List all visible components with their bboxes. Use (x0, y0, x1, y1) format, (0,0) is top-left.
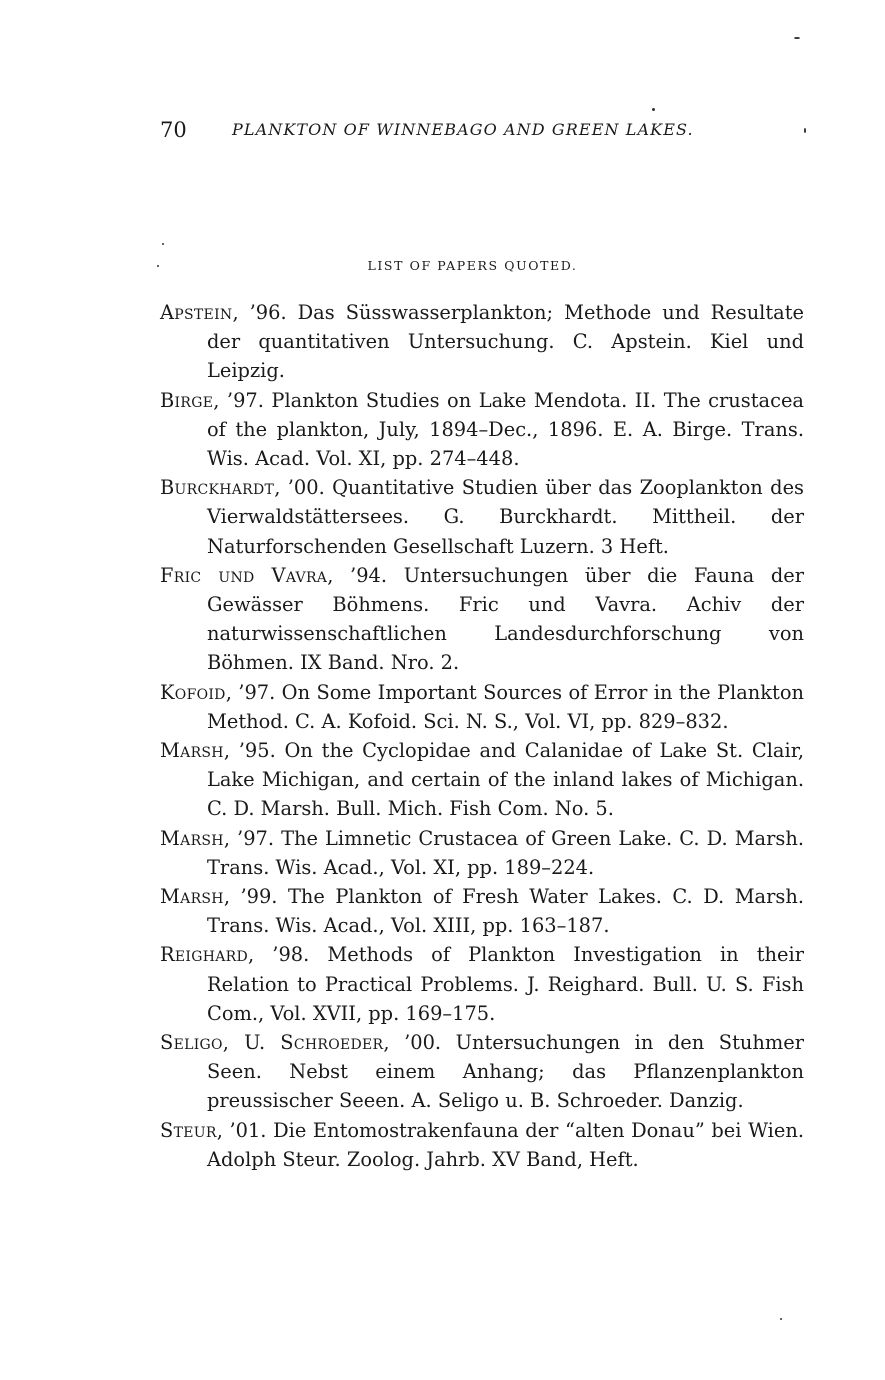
reference-entry (160, 473, 804, 561)
reference-entry (160, 736, 804, 824)
page-header (160, 118, 810, 148)
scan-speck (794, 37, 800, 39)
reference-text: , ’97. Plankton Studies on Lake Mendota. II. The crustacea of the plankton, July, 1894–Dec., 1896. E. A. Birge. Trans. Wis. Acad. Vol. XI, pp. 274–448. (207, 388, 804, 471)
reference-text: , ’97. The Limnetic Crustacea of Green Lake. C. D. Marsh. Trans. Wis. Acad., Vol. XI, pp. 189–224. (207, 826, 804, 879)
reference-text: , ’00. Untersuchungen in den Stuhmer Seen. Nebst einem Anhang; das Pflanzenplankton preussischer Seeen. A. Seligo u. B. Schroeder. Danzig. (207, 1031, 804, 1113)
reference-author: Apstein (160, 301, 233, 324)
reference-author: Steur (160, 1118, 217, 1142)
reference-author: Marsh (160, 739, 224, 763)
section-title: LIST OF PAPERS QUOTED. (367, 258, 578, 273)
reference-author: Burckhardt (160, 476, 275, 500)
reference-entry (160, 940, 804, 1028)
reference-entry (160, 824, 804, 882)
reference-entry (160, 678, 804, 736)
scan-speck (162, 243, 164, 245)
reference-author: Reighard (160, 943, 249, 967)
reference-text: , ’97. On Some Important Sources of Error in the Plankton Method. C. A. Kofoid. Sci. N. S., Vol. VI, pp. 829–832. (207, 680, 804, 733)
scan-speck (804, 128, 806, 133)
reference-text: , ’94. Untersuchungen über die Fauna der Gewässer Böhmens. Fric und Vavra. Achiv der naturwissenschaftlichen Landesdurchforschung von Böhmen. IX Band. Nro. 2. (207, 563, 804, 675)
reference-entry (160, 386, 804, 474)
page-number: 70 (160, 118, 187, 142)
reference-list (160, 298, 804, 1174)
running-head: PLANKTON OF WINNEBAGO AND GREEN LAKES. (232, 120, 694, 139)
reference-entry (160, 882, 804, 940)
scan-speck (780, 1318, 782, 1320)
reference-author: Marsh (160, 885, 224, 909)
reference-text: , ’96. Das Süsswasserplankton; Methode und Resultate der quantitativen Untersuchung. C. Apstein. Kiel und Leipzig. (207, 301, 804, 383)
reference-entry (160, 1028, 804, 1116)
reference-entry (160, 561, 804, 678)
reference-text: , ’99. The Plankton of Fresh Water Lakes. C. D. Marsh. Trans. Wis. Acad., Vol. XIII, pp. 163–187. (207, 885, 804, 938)
reference-author: Seligo, U. Schroeder (160, 1031, 384, 1055)
reference-entry (160, 298, 804, 386)
reference-text: , ’00. Quantitative Studien über das Zooplankton des Vierwaldstättersees. G. Burckhardt. Mittheil. der Naturforschenden Gesellschaft Luzern. 3 Heft. (207, 476, 804, 558)
scan-speck (652, 108, 655, 111)
reference-author: Kofoid (160, 680, 226, 704)
reference-author: Marsh (160, 826, 224, 850)
scan-speck (157, 265, 159, 267)
reference-text: , ’98. Methods of Plankton Investigation in their Relation to Practical Problems. J. Reighard. Bull. U. S. Fish Com., Vol. XVII, pp. 169–175. (207, 943, 804, 1025)
reference-entry (160, 1116, 804, 1174)
reference-text: , ’01. Die Entomostrakenfauna der “alten Donau” bei Wien. Adolph Steur. Zoolog. Jahrb. XV Band, Heft. (207, 1118, 804, 1171)
reference-author: Birge (160, 388, 214, 412)
reference-author: Fric und Vavra (160, 563, 328, 587)
reference-text: , ’95. On the Cyclopidae and Calanidae of Lake St. Clair, Lake Michigan, and certain of the inland lakes of Michigan. C. D. Marsh. Bull. Mich. Fish Com. No. 5. (207, 739, 804, 821)
